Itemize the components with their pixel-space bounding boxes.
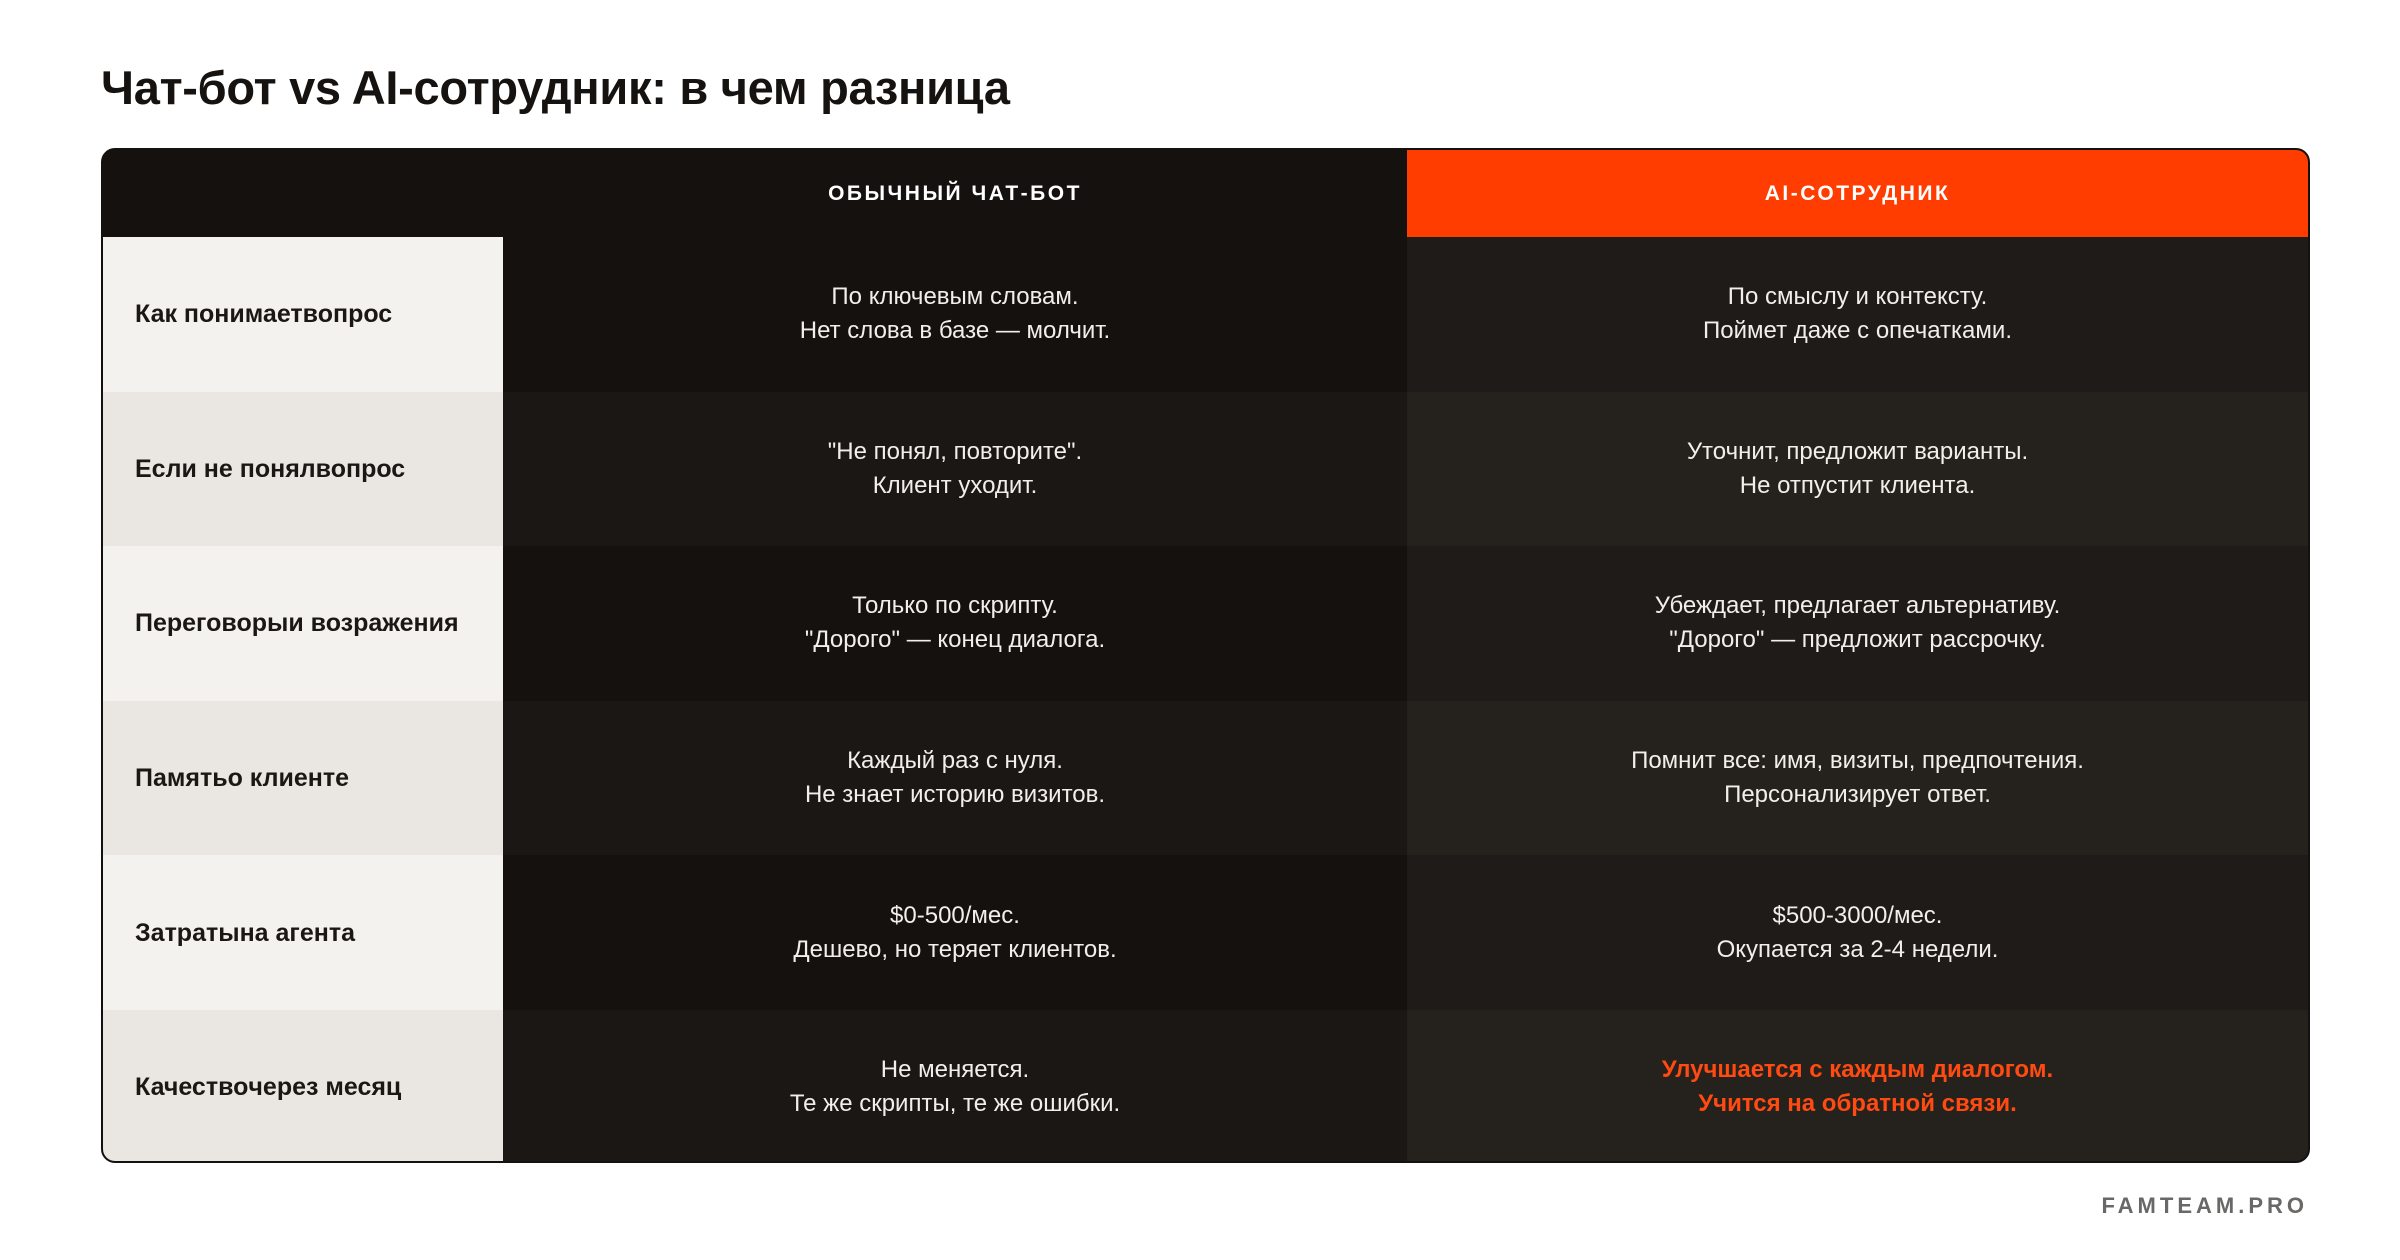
chatbot-cell-line: Не знает историю визитов.	[804, 781, 1106, 809]
row-label-line: через месяц	[248, 1073, 402, 1102]
chatbot-cell-line: "Дорого" — конец диалога.	[804, 626, 1106, 654]
chatbot-cell-line: Каждый раз с нуля.	[847, 747, 1063, 775]
chatbot-cell-line: По ключевым словам.	[831, 283, 1079, 311]
ai-cell-line: Помнит все: имя, визиты, предпочтения.	[1631, 747, 2084, 775]
ai-cell-line: Не отпустит клиента.	[1739, 471, 1976, 499]
chatbot-cell-line: $0-500/мес.	[890, 901, 1020, 929]
page-title: Чат-бот vs AI-сотрудник: в чем разница	[101, 61, 1010, 114]
chatbot-cell	[503, 1010, 1407, 1163]
row-label-line: вопрос	[302, 300, 393, 329]
row-label-line: и возражения	[288, 609, 459, 638]
table-row	[103, 237, 2308, 392]
ai-cell-line: Персонализирует ответ.	[1724, 781, 1991, 809]
ai-cell-line: Убеждает, предлагает альтернативу.	[1654, 592, 2061, 620]
ai-cell-line: Учится на обратной связи.	[1698, 1090, 2017, 1118]
row-label-line: Качество	[135, 1073, 249, 1102]
chatbot-cell-line: "Не понял, повторите".	[827, 437, 1083, 465]
chatbot-cell-line: Те же скрипты, те же ошибки.	[789, 1090, 1121, 1118]
ai-cell-line: Улучшается с каждым диалогом.	[1661, 1056, 2054, 1084]
row-label-line: на агента	[239, 918, 355, 947]
row-label	[103, 1010, 503, 1163]
row-label-line: о клиенте	[227, 764, 350, 793]
chatbot-cell	[503, 546, 1407, 701]
table-row	[103, 546, 2308, 701]
row-label-line: Как понимает	[135, 300, 303, 329]
chatbot-cell	[503, 237, 1407, 392]
chatbot-cell-line: Клиент уходит.	[872, 471, 1038, 499]
row-label	[103, 701, 503, 856]
header-empty-cell	[103, 150, 503, 237]
ai-cell	[1407, 855, 2308, 1010]
ai-cell-line: "Дорого" — предложит рассрочку.	[1669, 626, 2046, 654]
ai-cell	[1407, 1010, 2308, 1163]
row-label-line: Память	[135, 764, 228, 793]
ai-cell-line: Уточнит, предложит варианты.	[1686, 437, 2029, 465]
ai-cell	[1407, 701, 2308, 856]
ai-cell-line: По смыслу и контексту.	[1727, 283, 1988, 311]
row-label	[103, 392, 503, 547]
ai-cell-line: Окупается за 2-4 недели.	[1716, 935, 1999, 963]
row-label-line: Затраты	[135, 918, 240, 947]
chatbot-cell-line: Только по скрипту.	[852, 592, 1058, 620]
table-header	[103, 150, 2308, 237]
chatbot-cell-line: Нет слова в базе — молчит.	[799, 317, 1111, 345]
header-chatbot: ОБЫЧНЫЙ ЧАТ-БОТ	[503, 150, 1407, 237]
table-row	[103, 855, 2308, 1010]
ai-cell	[1407, 392, 2308, 547]
ai-cell	[1407, 546, 2308, 701]
header-ai-employee: AI-СОТРУДНИК	[1407, 150, 2308, 237]
table-row	[103, 392, 2308, 547]
row-label-line: вопрос	[315, 454, 406, 483]
ai-cell-line: $500-3000/мес.	[1772, 901, 1943, 929]
chatbot-cell-line: Не меняется.	[880, 1056, 1030, 1084]
table-row	[103, 1010, 2308, 1163]
row-label	[103, 855, 503, 1010]
table-row	[103, 701, 2308, 856]
row-label-line: Переговоры	[135, 609, 289, 638]
ai-cell-line: Поймет даже с опечатками.	[1703, 317, 2012, 345]
ai-cell	[1407, 237, 2308, 392]
row-label	[103, 546, 503, 701]
comparison-table	[101, 148, 2310, 1163]
row-label	[103, 237, 503, 392]
chatbot-cell	[503, 392, 1407, 547]
chatbot-cell-line: Дешево, но теряет клиентов.	[793, 935, 1117, 963]
chatbot-cell	[503, 855, 1407, 1010]
chatbot-cell	[503, 701, 1407, 856]
brand-footer: FAMTEAM.PRO	[2101, 1193, 2308, 1218]
row-label-line: Если не понял	[135, 454, 316, 483]
